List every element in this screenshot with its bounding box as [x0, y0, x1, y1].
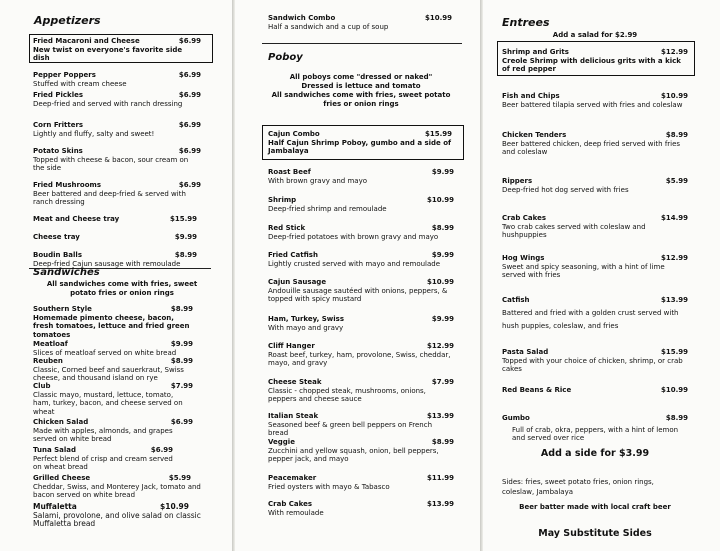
menu-item: Fried Mushrooms $6.99 Beer battered and deep-fried & served with ranch dressing	[33, 181, 201, 206]
menu-item: Cajun Combo $15.99 Half Cajun Shrimp Poboy, gumbo and a side of Jambalaya	[268, 130, 452, 155]
menu-item: Muffaletta $10.99 Salami, provolone, and olive salad on classic Muffaletta bread	[33, 502, 201, 528]
menu-item: Pasta Salad $15.99 Topped with your choice of chicken, shrimp, or crab cakes	[502, 348, 688, 373]
menu-item: Ham, Turkey, Swiss $9.99 With mayo and gravy	[268, 315, 454, 332]
menu-item: Sandwich Combo $10.99 Half a sandwich and a cup of soup	[268, 14, 452, 31]
menu-item: Reuben $8.99 Classic, Corned beef and sauerkraut, Swiss cheese, and thousand island on rye	[33, 357, 193, 382]
menu-item: Roast Beef $9.99 With brown gravy and mayo	[268, 168, 454, 185]
menu-item: Cajun Sausage $10.99 Andouille sausage sautéed with onions, peppers, & topped with spicy mustard	[268, 278, 454, 303]
page-fold-right	[480, 0, 483, 551]
appetizers-title: Appetizers	[34, 14, 101, 27]
entrees-title: Entrees	[502, 16, 550, 29]
menu-item: Cheese Steak $7.99 Classic - chopped steak, mushrooms, onions, peppers and cheese sauce	[268, 378, 454, 403]
menu-item: Catfish $13.99 Battered and fried with a golden crust served with hush puppies, coleslaw, and fries	[502, 296, 688, 330]
menu-item: Red Stick $8.99 Deep-fried potatoes with brown gravy and mayo	[268, 224, 454, 241]
menu-item: Veggie $8.99 Zucchini and yellow squash, onion, bell peppers, pepper jack, and mayo	[268, 438, 454, 463]
menu-item: Shrimp $10.99 Deep-fried shrimp and remoulade	[268, 196, 454, 213]
sandwiches-note: All sandwiches come with fries, sweet potato fries or onion rings	[46, 280, 198, 297]
poboy-note: All poboys come "dressed or naked"	[289, 73, 433, 81]
poboy-divider	[262, 43, 462, 44]
menu-item: Shrimp and Grits $12.99 Creole Shrimp with delicious grits with a kick of red pepper	[502, 48, 688, 73]
poboy-note: All sandwiches come with fries, sweet potato fries or onion rings	[271, 91, 451, 108]
menu-item: Grilled Cheese $5.99 Cheddar, Swiss, and Monterey Jack, tomato and bacon served on white bread	[33, 474, 201, 499]
sandwiches-title: Sandwiches	[33, 267, 100, 278]
menu-item: Boudin Balls $8.99 Deep-fried Cajun sausage with remoulade	[33, 251, 197, 268]
sides-list: Sides: fries, sweet potato fries, onion rings, coleslaw, Jambalaya	[502, 478, 654, 496]
menu-item: Gumbo $8.99 Full of crab, okra, peppers, with a hint of lemon and served over rice	[502, 414, 688, 442]
menu-item: Fish and Chips $10.99 Beer battered tilapia served with fries and coleslaw	[502, 92, 688, 109]
poboy-note: Dressed is lettuce and tomato	[301, 82, 421, 90]
menu-item: Crab Cakes $13.99 With remoulade	[268, 500, 454, 517]
poboy-title: Poboy	[268, 52, 303, 63]
menu-item: Chicken Tenders $8.99 Beer battered chicken, deep fried served with fries and coleslaw	[502, 131, 688, 156]
page-fold-left	[232, 0, 235, 551]
menu-item: Chicken Salad $6.99 Made with apples, almonds, and grapes served on white bread	[33, 418, 193, 443]
side-note: Add a side for $3.99	[540, 448, 650, 459]
substitute-note: May Substitute Sides	[538, 528, 652, 539]
menu-item: Red Beans & Rice $10.99	[502, 386, 688, 394]
menu-item: Cheese tray $9.99	[33, 233, 197, 241]
menu-item: Fried Catfish $9.99 Lightly crusted served with mayo and remoulade	[268, 251, 454, 268]
menu-item: Cliff Hanger $12.99 Roast beef, turkey, ham, provolone, Swiss, cheddar, mayo, and gravy	[268, 342, 454, 367]
beer-note: Beer batter made with local craft beer	[519, 503, 671, 511]
menu-item: Peacemaker $11.99 Fried oysters with mayo & Tabasco	[268, 474, 454, 491]
salad-note: Add a salad for $2.99	[552, 31, 638, 39]
menu-item: Crab Cakes $14.99 Two crab cakes served with coleslaw and hushpuppies	[502, 214, 688, 239]
menu-item: Fried Pickles $6.99 Deep-fried and served with ranch dressing	[33, 91, 201, 108]
menu-item: Meat and Cheese tray $15.99	[33, 215, 197, 223]
menu-item: Rippers $5.99 Deep-fried hot dog served with fries	[502, 177, 688, 194]
menu-item: Fried Macaroni and Cheese $6.99 New twist on everyone's favorite side dish	[33, 37, 201, 62]
menu-item: Corn Fritters $6.99 Lightly and fluffy, salty and sweet!	[33, 121, 201, 138]
menu-item: Meatloaf $9.99 Slices of meatloaf served on white bread	[33, 340, 193, 357]
menu-item: Italian Steak $13.99 Seasoned beef & green bell peppers on French bread	[268, 412, 454, 437]
menu-item: Hog Wings $12.99 Sweet and spicy seasoning, with a hint of lime served with fries	[502, 254, 688, 279]
menu-item: Southern Style $8.99 Homemade pimento cheese, bacon, fresh tomatoes, lettuce and fried green tomatoes	[33, 305, 193, 339]
menu-item: Potato Skins $6.99 Topped with cheese & bacon, sour cream on the side	[33, 147, 201, 172]
menu-item: Pepper Poppers $6.99 Stuffed with cream cheese	[33, 71, 201, 88]
menu-item: Tuna Salad $6.99 Perfect blend of crisp and cream served on wheat bread	[33, 446, 173, 471]
menu-item: Club $7.99 Classic mayo, mustard, lettuce, tomato, ham, turkey, bacon, and cheese served on wheat	[33, 382, 193, 416]
